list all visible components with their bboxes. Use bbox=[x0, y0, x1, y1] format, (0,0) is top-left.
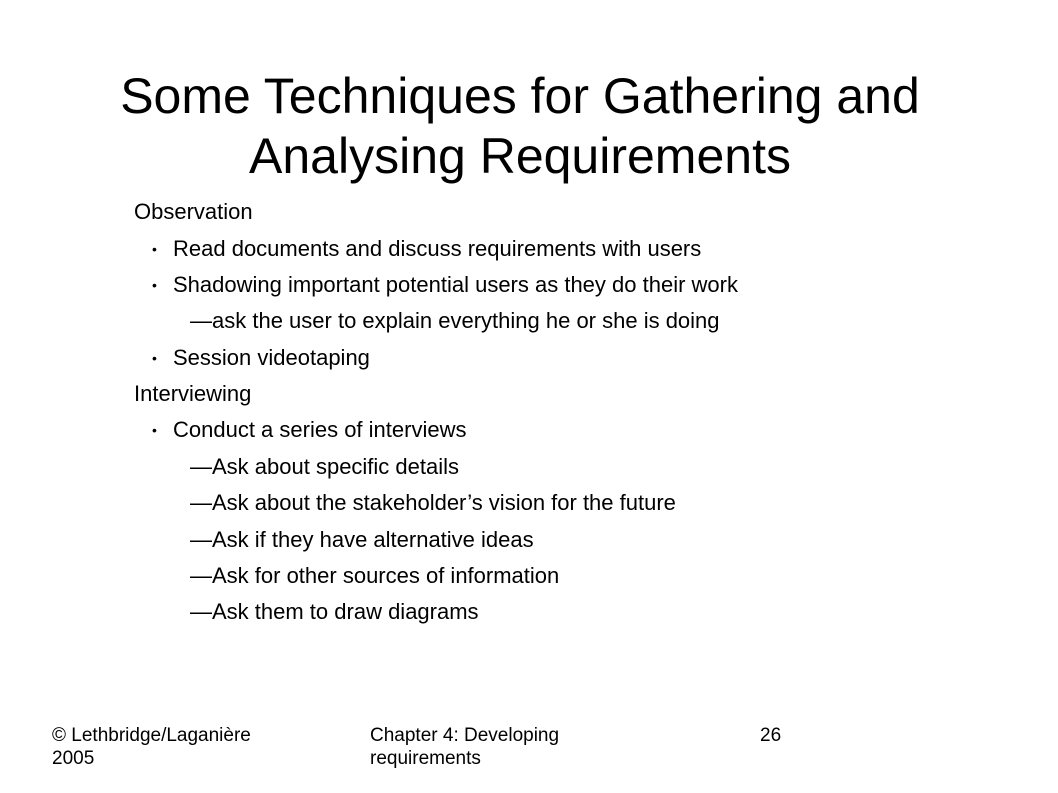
dash-icon: — bbox=[190, 454, 212, 479]
bullet-icon: • bbox=[152, 241, 157, 257]
bullet-item bbox=[152, 417, 466, 443]
sub-bullet-text: Ask for other sources of information bbox=[212, 563, 560, 588]
dash-icon: — bbox=[190, 563, 212, 588]
bullet-text: Session videotaping bbox=[173, 345, 370, 370]
sub-bullet-item bbox=[190, 490, 676, 516]
bullet-text: Shadowing important potential users as they do their work bbox=[173, 272, 738, 297]
bullet-text: Read documents and discuss requirements with users bbox=[173, 236, 702, 261]
dash-icon: — bbox=[190, 490, 212, 515]
section-heading-interviewing: Interviewing bbox=[134, 381, 252, 406]
bullet-item bbox=[152, 272, 738, 298]
dash-icon: — bbox=[190, 599, 212, 624]
bullet-icon: • bbox=[152, 350, 157, 366]
sub-bullet-item bbox=[190, 527, 534, 553]
bullet-icon: • bbox=[152, 277, 157, 293]
dash-icon: — bbox=[190, 527, 212, 552]
slide-title: Some Techniques for Gathering and Analysing Requirements bbox=[120, 68, 920, 184]
dash-icon: — bbox=[190, 308, 212, 333]
sub-bullet-text: Ask about the stakeholder’s vision for the future bbox=[212, 490, 676, 515]
sub-bullet-item bbox=[190, 454, 459, 480]
sub-bullet-text: Ask about specific details bbox=[212, 454, 460, 479]
footer-copyright: © Lethbridge/Laganière 2005 bbox=[52, 725, 251, 769]
footer-chapter: Chapter 4: Developing requirements bbox=[370, 725, 560, 769]
sub-bullet-text: ask the user to explain everything he or she is doing bbox=[212, 308, 720, 333]
sub-bullet-text: Ask them to draw diagrams bbox=[212, 599, 479, 624]
sub-bullet-item bbox=[190, 599, 479, 625]
bullet-item bbox=[152, 236, 701, 262]
sub-bullet-item bbox=[190, 563, 559, 589]
section-heading-observation: Observation bbox=[134, 199, 253, 224]
sub-bullet-text: Ask if they have alternative ideas bbox=[212, 527, 534, 552]
footer-page-number: 26 bbox=[760, 725, 782, 746]
bullet-icon: • bbox=[152, 422, 157, 438]
bullet-item bbox=[152, 345, 370, 371]
sub-bullet-item bbox=[190, 308, 720, 334]
bullet-text: Conduct a series of interviews bbox=[173, 417, 467, 442]
